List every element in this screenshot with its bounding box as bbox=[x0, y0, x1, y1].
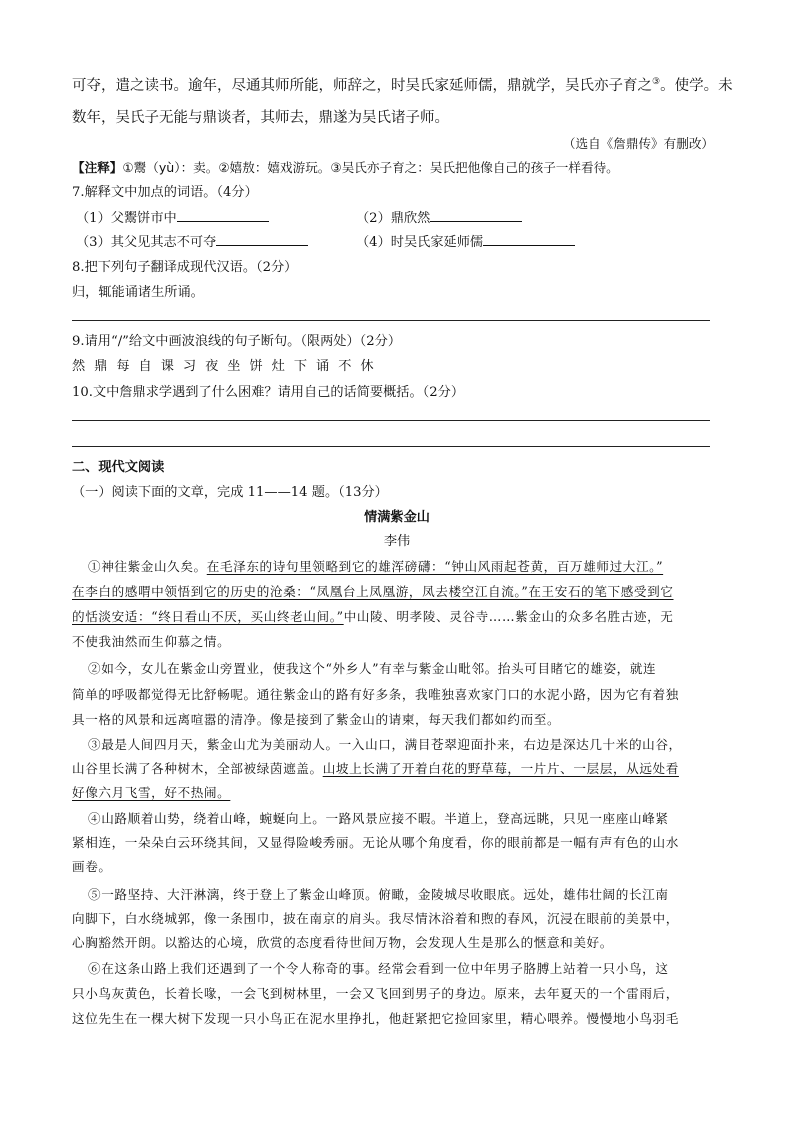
paragraph-3-line-3: 好像六月飞雪，好不热闹。 bbox=[72, 785, 231, 800]
paragraph-4-line-1: ④山路顺着山势，绕着山峰，蜿蜒向上。一路风景应接不暇。半道上，登高远眺，只见一座座山峰紧 bbox=[88, 811, 669, 826]
section-heading: 二、现代文阅读 bbox=[72, 460, 165, 475]
paragraph-1-line-2: 在李白的感喟中领悟到它的历史的沧桑：“凤凰台上凤凰游，凤去楼空江自流。”在王安石的笔下感受到它 bbox=[72, 584, 674, 599]
classical-text: 可夺，遣之读书。逾年，尽通其师所能，师辞之，时吴氏家延师儒，鼎就学，吴氏亦子育之 bbox=[72, 78, 652, 94]
notes-text: ①鬻（yù）：卖。②嬉敖：嬉戏游玩。③吴氏亦子育之：吴氏把他像自己的孩子一样看待。 bbox=[122, 160, 619, 175]
q7-item-1 bbox=[76, 207, 269, 226]
text-run: 中山陵、明孝陵、灵谷寺……紫金山的众多名胜古迹，无 bbox=[343, 609, 674, 624]
underlined-text: 在毛泽东的诗句里领略到它的雄浑磅礴：“钟山风雨起苍黄，百万雄师过大江。” bbox=[206, 559, 664, 574]
question-8-title: 8.把下列句子翻译成现代汉语。（2分） bbox=[72, 260, 298, 275]
paragraph-6-line-1: ⑥在这条山路上我们还遇到了一个令人称奇的事。经常会看到一位中年男子胳膊上站着一只小鸟，这 bbox=[88, 961, 669, 976]
q9-sentence: 然鼎每自课习夜坐饼灶下诵不休 bbox=[72, 359, 383, 374]
underlined-text: 山坡上长满了开着白花的野草莓，一片片、一层层，从远处看 bbox=[322, 761, 679, 776]
text-run: ①神往紫金山久矣。 bbox=[88, 559, 207, 574]
article-title: 情满紫金山 bbox=[364, 510, 430, 525]
answer-blank[interactable] bbox=[216, 233, 308, 246]
paragraph-5-line-1: ⑤一路坚持、大汗淋漓，终于登上了紫金山峰顶。俯瞰，金陵城尽收眼底。远处，雄伟壮阔的长江南 bbox=[88, 887, 669, 902]
answer-blank[interactable] bbox=[430, 209, 522, 222]
q7-item-2 bbox=[356, 207, 522, 226]
paragraph-1-line-1 bbox=[88, 556, 663, 575]
paragraph-2-line-3: 具一格的风景和远离喧嚣的清净。像是接到了紫金山的请柬，每天我们都如约而至。 bbox=[72, 712, 561, 727]
notes-label: 【注释】 bbox=[72, 160, 123, 175]
q8-sentence: 归，辄能诵诸生所诵。 bbox=[72, 285, 204, 300]
paragraph-6-line-2: 只小鸟灰黄色，长着长喙，一会飞到树林里，一会又飞回到男子的身边。原来，去年夏天的一个雷雨后， bbox=[72, 986, 679, 1001]
classical-line-1 bbox=[72, 74, 733, 95]
paragraph-6-line-3: 这位先生在一棵大树下发现一只小鸟正在泥水里挣扎，他赶紧把它捡回家里，精心喂养。慢慢地小鸟羽毛 bbox=[72, 1011, 679, 1026]
paragraph-5-line-2: 向脚下，白水绕城郭，像一条围巾，披在南京的肩头。我尽情沐浴着和煦的春风，沉浸在眼前的美景中， bbox=[72, 911, 679, 926]
q7-item-label: （1）父鬻饼市中 bbox=[76, 211, 177, 226]
underlined-text: 的恬淡安适：“终日看山不厌，买山终老山间。” bbox=[72, 609, 344, 624]
question-9-title: 9.请用“/”给文中画波浪线的句子断句。（限两处）（2分） bbox=[72, 334, 402, 349]
q7-item-label: （2）鼎欣然 bbox=[356, 211, 431, 226]
classical-line-2: 数年，吴氏子无能与鼎谈者，其师去，鼎遂为吴氏诸子师。 bbox=[72, 110, 449, 126]
paragraph-4-line-3: 画卷。 bbox=[72, 859, 112, 874]
footnote-marker: ③ bbox=[652, 77, 661, 88]
article-author: 李伟 bbox=[383, 534, 411, 549]
source-citation: （选自《詹鼎传》有删改） bbox=[562, 136, 714, 151]
paragraph-1-line-3 bbox=[72, 606, 674, 625]
paragraph-3-line-1: ③最是人间四月天，紫金山尤为美丽动人。一入山口，满目苍翠迎面扑来，右边是深达几十米的山谷， bbox=[88, 737, 682, 752]
q7-item-label: （3）其父见其志不可夺 bbox=[76, 235, 217, 250]
paragraph-4-line-2: 紧相连，一朵朵白云环绕其间，又显得险峻秀丽。无论从哪个角度看，你的眼前都是一幅有声有色的山水 bbox=[72, 835, 679, 850]
answer-line[interactable] bbox=[72, 320, 710, 321]
paragraph-3-line-2 bbox=[72, 758, 679, 777]
answer-blank[interactable] bbox=[177, 209, 269, 222]
answer-line[interactable] bbox=[72, 420, 710, 421]
question-7-title: 7.解释文中加点的词语。（4分） bbox=[72, 185, 258, 200]
paragraph-1-line-4: 不使我油然而生仰慕之情。 bbox=[72, 634, 231, 649]
notes bbox=[72, 157, 619, 176]
q7-item-3 bbox=[76, 231, 308, 250]
section-instructions: （一）阅读下面的文章，完成 11——14 题。（13分） bbox=[72, 485, 388, 500]
answer-line[interactable] bbox=[72, 446, 710, 447]
paragraph-2-line-2: 简单的呼吸都觉得无比舒畅呢。通往紫金山的路有好多条，我唯独喜欢家门口的水泥小路，因为它有着独 bbox=[72, 687, 679, 702]
q7-item-4 bbox=[356, 231, 575, 250]
classical-text: 。使学。未 bbox=[660, 78, 733, 94]
text-run: 山谷里长满了各种树木，全部被绿茵遮盖。 bbox=[72, 761, 323, 776]
answer-blank[interactable] bbox=[483, 233, 575, 246]
q7-item-label: （4）时吴氏家延师儒 bbox=[356, 235, 484, 250]
question-10-title: 10.文中詹鼎求学遇到了什么困难？请用自己的话简要概括。（2分） bbox=[72, 385, 465, 400]
paragraph-2-line-1: ②如今，女儿在紫金山旁置业，使我这个“外乡人”有幸与紫金山毗邻。抬头可目睹它的雄姿，就连 bbox=[88, 661, 657, 676]
paragraph-5-line-3: 心胸豁然开朗。以豁达的心境，欣赏的态度看待世间万物，会发现人生是那么的惬意和美好。 bbox=[72, 935, 613, 950]
